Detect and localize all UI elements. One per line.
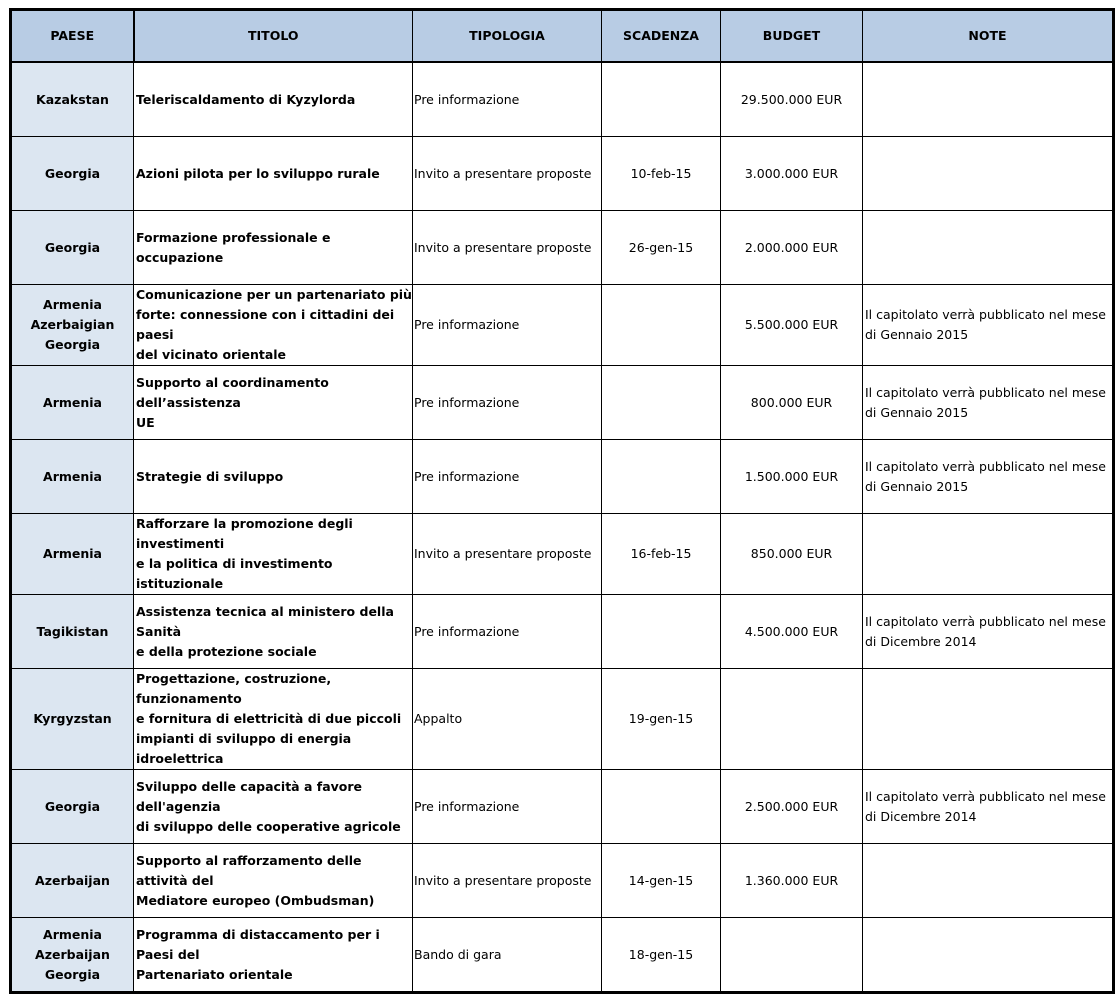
cell-scadenza xyxy=(602,770,721,844)
titolo-text: Assistenza tecnica al ministero della Sanità e della protezione sociale xyxy=(136,603,394,659)
budget-text: 1.360.000 EUR xyxy=(744,872,839,888)
tipologia-text: Pre informazione xyxy=(414,91,520,107)
titolo-text: Supporto al coordinamento dell’assistenza UE xyxy=(136,374,329,430)
table-row xyxy=(11,440,1114,514)
cell-titolo xyxy=(134,844,413,918)
note-text: Il capitolato verrà pubblicato nel mese di Gennaio 2015 xyxy=(865,307,1106,342)
titolo-text: Programma di distaccamento per i Paesi del Partenariato orientale xyxy=(136,926,380,982)
scadenza-text: 18-gen-15 xyxy=(628,946,694,962)
cell-scadenza xyxy=(602,514,721,595)
table-row xyxy=(11,137,1114,211)
paese-text: Armenia xyxy=(43,394,102,410)
cell-budget xyxy=(721,137,863,211)
cell-budget xyxy=(721,285,863,366)
budget-text: 2.000.000 EUR xyxy=(744,239,839,255)
cell-note xyxy=(863,844,1114,918)
cell-scadenza xyxy=(602,137,721,211)
cell-budget xyxy=(721,844,863,918)
cell-note xyxy=(863,770,1114,844)
header-paese: PAESE xyxy=(11,10,134,63)
paese-text: Kazakstan xyxy=(36,91,109,107)
tipologia-text: Invito a presentare proposte xyxy=(414,872,592,888)
table-body xyxy=(11,62,1114,993)
cell-titolo xyxy=(134,137,413,211)
cell-scadenza xyxy=(602,440,721,514)
table-row xyxy=(11,595,1114,669)
scadenza-text: 10-feb-15 xyxy=(630,165,692,181)
note-text: Il capitolato verrà pubblicato nel mese di Gennaio 2015 xyxy=(865,384,1106,420)
tipologia-text: Bando di gara xyxy=(414,946,502,962)
paese-text: Armenia xyxy=(43,546,102,561)
budget-text: 800.000 EUR xyxy=(750,394,833,410)
cell-scadenza xyxy=(602,669,721,770)
cell-scadenza xyxy=(602,62,721,137)
note-text: Il capitolato verrà pubblicato nel mese di Gennaio 2015 xyxy=(865,458,1106,494)
scadenza-text: 16-feb-15 xyxy=(630,546,692,561)
titolo-text: Rafforzare la promozione degli investimenti e la politica di investimento istituzionale xyxy=(136,516,353,591)
cell-paese xyxy=(11,770,134,844)
cell-paese xyxy=(11,669,134,770)
budget-text: 5.500.000 EUR xyxy=(744,317,839,332)
note-text: Il capitolato verrà pubblicato nel mese di Dicembre 2014 xyxy=(865,613,1106,649)
cell-budget xyxy=(721,366,863,440)
table-row xyxy=(11,62,1114,137)
cell-tipologia xyxy=(413,440,602,514)
header-note: NOTE xyxy=(863,10,1114,63)
titolo-text: Strategie di sviluppo xyxy=(136,468,284,484)
cell-budget xyxy=(721,514,863,595)
cell-note xyxy=(863,669,1114,770)
cell-paese xyxy=(11,918,134,993)
tipologia-text: Invito a presentare proposte xyxy=(414,239,592,255)
cell-note xyxy=(863,366,1114,440)
titolo-text: Teleriscaldamento di Kyzylorda xyxy=(136,91,356,107)
paese-text: Georgia xyxy=(44,239,101,255)
titolo-text: Azioni pilota per lo sviluppo rurale xyxy=(136,165,380,181)
cell-budget xyxy=(721,62,863,137)
tipologia-text: Pre informazione xyxy=(414,317,520,332)
cell-paese xyxy=(11,440,134,514)
table-row xyxy=(11,514,1114,595)
cell-note xyxy=(863,918,1114,993)
paese-text: Armenia Azerbaijan Georgia xyxy=(35,926,110,982)
cell-tipologia xyxy=(413,62,602,137)
cell-paese xyxy=(11,595,134,669)
header-row xyxy=(11,10,1114,63)
cell-scadenza xyxy=(602,366,721,440)
budget-text: 3.000.000 EUR xyxy=(744,165,839,181)
scadenza-text: 26-gen-15 xyxy=(628,239,694,255)
paese-text: Kyrgyzstan xyxy=(33,711,112,726)
table-row xyxy=(11,844,1114,918)
budget-text: 29.500.000 EUR xyxy=(740,91,843,107)
cell-titolo xyxy=(134,285,413,366)
cell-tipologia xyxy=(413,669,602,770)
cell-note xyxy=(863,137,1114,211)
tipologia-text: Pre informazione xyxy=(414,623,520,639)
cell-titolo xyxy=(134,669,413,770)
paese-text: Armenia xyxy=(43,468,102,484)
cell-tipologia xyxy=(413,137,602,211)
cell-scadenza xyxy=(602,918,721,993)
cell-tipologia xyxy=(413,844,602,918)
cell-note xyxy=(863,595,1114,669)
tenders-table xyxy=(9,8,1115,994)
cell-tipologia xyxy=(413,514,602,595)
cell-budget xyxy=(721,595,863,669)
cell-paese xyxy=(11,211,134,285)
cell-budget xyxy=(721,669,863,770)
cell-note xyxy=(863,285,1114,366)
cell-titolo xyxy=(134,211,413,285)
cell-tipologia xyxy=(413,285,602,366)
tipologia-text: Pre informazione xyxy=(414,468,520,484)
tipologia-text: Pre informazione xyxy=(414,798,520,814)
table-row xyxy=(11,211,1114,285)
table-row xyxy=(11,669,1114,770)
budget-text: 850.000 EUR xyxy=(750,546,833,561)
cell-tipologia xyxy=(413,595,602,669)
table-row xyxy=(11,770,1114,844)
cell-budget xyxy=(721,211,863,285)
cell-budget xyxy=(721,440,863,514)
tipologia-text: Appalto xyxy=(414,711,463,726)
cell-note xyxy=(863,211,1114,285)
cell-budget xyxy=(721,918,863,993)
titolo-text: Progettazione, costruzione, funzionamento e fornitura di elettricità di due piccoli impianti di sviluppo di energia idroelettrica xyxy=(136,671,402,766)
cell-paese xyxy=(11,366,134,440)
cell-paese xyxy=(11,62,134,137)
cell-tipologia xyxy=(413,366,602,440)
cell-note xyxy=(863,514,1114,595)
cell-titolo xyxy=(134,514,413,595)
paese-text: Armenia Azerbaigian Georgia xyxy=(30,297,115,352)
cell-titolo xyxy=(134,366,413,440)
note-text: Il capitolato verrà pubblicato nel mese di Dicembre 2014 xyxy=(865,788,1106,824)
tipologia-text: Invito a presentare proposte xyxy=(414,165,592,181)
cell-scadenza xyxy=(602,211,721,285)
cell-titolo xyxy=(134,595,413,669)
cell-tipologia xyxy=(413,918,602,993)
paese-text: Georgia xyxy=(44,798,101,814)
budget-text: 4.500.000 EUR xyxy=(744,623,839,639)
table-row xyxy=(11,366,1114,440)
cell-scadenza xyxy=(602,285,721,366)
paese-text: Tagikistan xyxy=(36,623,109,639)
cell-note xyxy=(863,62,1114,137)
scadenza-text: 14-gen-15 xyxy=(628,872,694,888)
cell-paese xyxy=(11,514,134,595)
cell-paese xyxy=(11,285,134,366)
cell-tipologia xyxy=(413,770,602,844)
budget-text: 2.500.000 EUR xyxy=(744,798,839,814)
cell-titolo xyxy=(134,62,413,137)
cell-scadenza xyxy=(602,844,721,918)
titolo-text: Supporto al rafforzamento delle attività del Mediatore europeo (Ombudsman) xyxy=(136,852,375,908)
header-scadenza: SCADENZA xyxy=(602,10,721,63)
tipologia-text: Pre informazione xyxy=(414,394,520,410)
table-row xyxy=(11,918,1114,993)
cell-note xyxy=(863,440,1114,514)
header-budget: BUDGET xyxy=(721,10,863,63)
table-row xyxy=(11,285,1114,366)
tipologia-text: Invito a presentare proposte xyxy=(414,546,592,561)
titolo-text: Formazione professionale e occupazione xyxy=(136,229,331,265)
cell-paese xyxy=(11,844,134,918)
paese-text: Azerbaijan xyxy=(35,872,110,888)
header-tipologia: TIPOLOGIA xyxy=(413,10,602,63)
cell-paese xyxy=(11,137,134,211)
cell-titolo xyxy=(134,440,413,514)
cell-titolo xyxy=(134,918,413,993)
cell-titolo xyxy=(134,770,413,844)
cell-budget xyxy=(721,770,863,844)
titolo-text: Comunicazione per un partenariato più forte: connessione con i cittadini dei paesi del vicinato orientale xyxy=(136,287,412,362)
cell-tipologia xyxy=(413,211,602,285)
header-titolo: TITOLO xyxy=(134,10,413,63)
cell-scadenza xyxy=(602,595,721,669)
titolo-text: Sviluppo delle capacità a favore dell'agenzia di sviluppo delle cooperative agricole xyxy=(136,778,401,834)
scadenza-text: 19-gen-15 xyxy=(628,711,694,726)
budget-text: 1.500.000 EUR xyxy=(744,468,839,484)
paese-text: Georgia xyxy=(44,165,101,181)
